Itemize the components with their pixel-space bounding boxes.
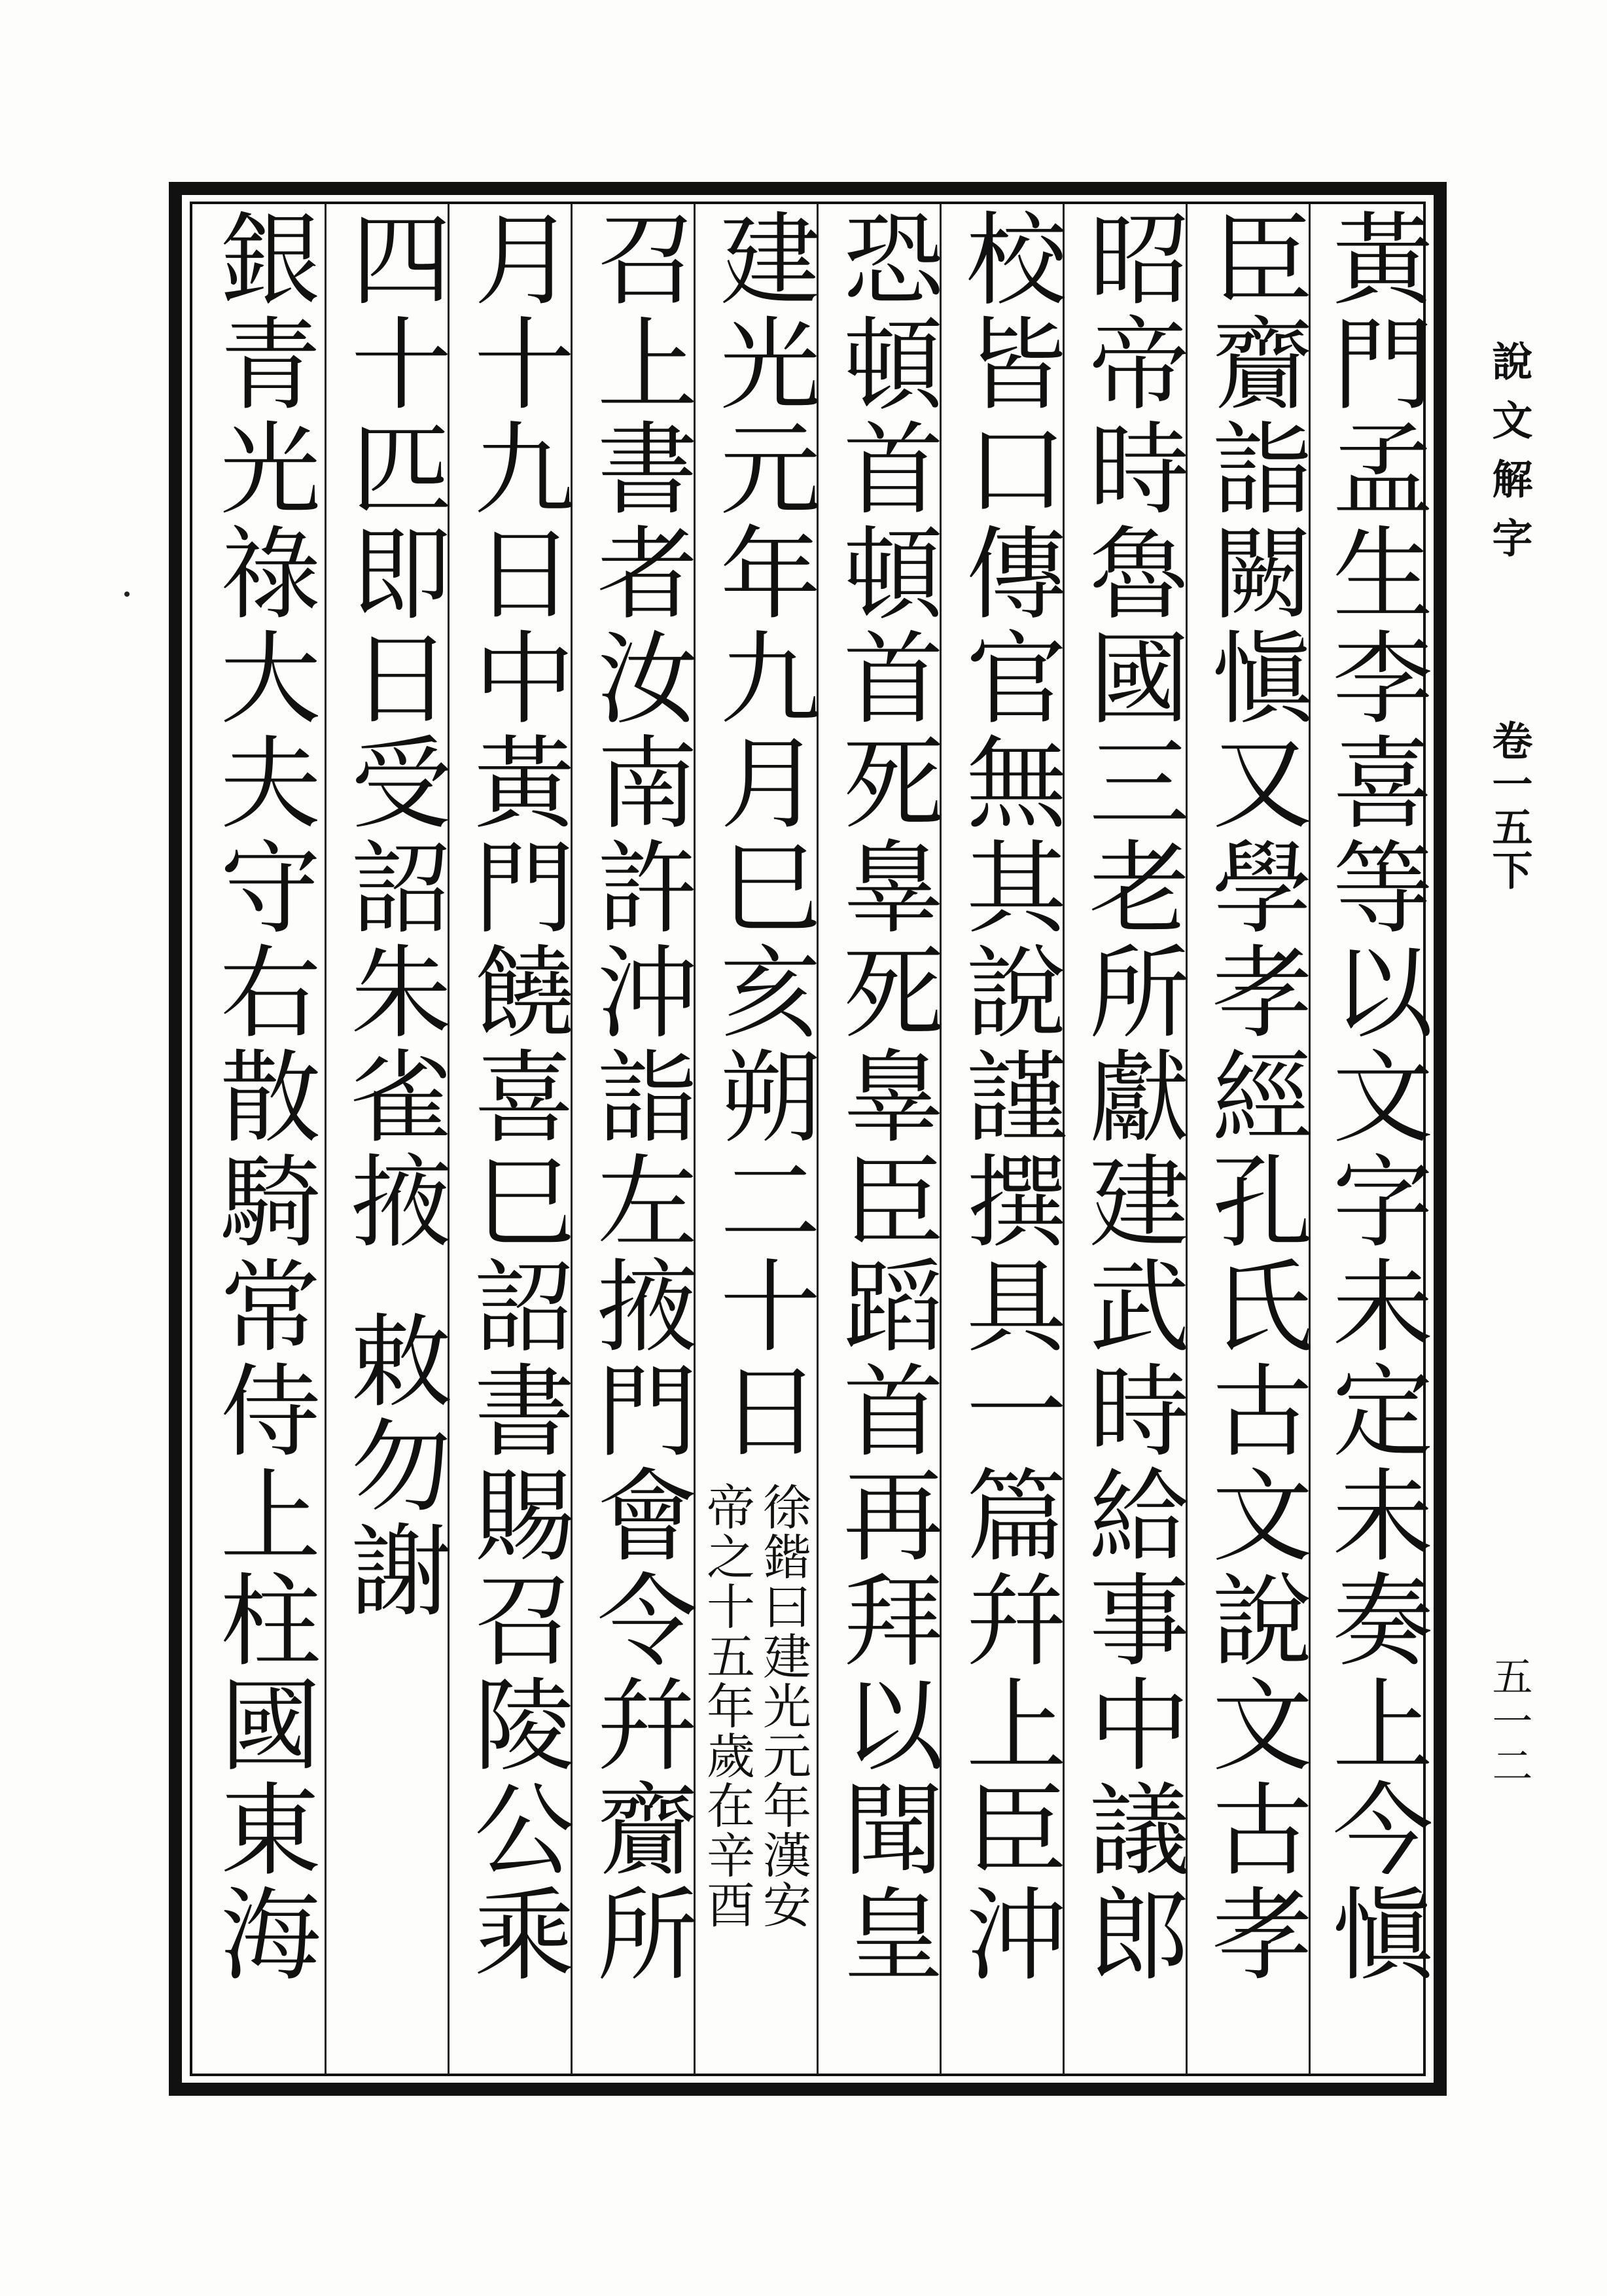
book-title: 說文解字 [1485,340,1533,576]
annotation-right: 徐鍇曰建光元年漢安 [755,1482,811,1930]
text-column-3: 昭帝時魯國三老所獻建武時給事中議郎 [1072,207,1190,1987]
volume-label: 卷一五下 [1485,720,1533,892]
text-column-2: 臣齎詣闕愼又學孝經孔氏古文說文古孝 [1195,207,1313,1987]
stray-ink-dot [124,592,130,597]
text-column-6: 建光元年九月巳亥朔二十日 [703,207,821,1463]
text-column-10: 銀青光祿大夫守右散騎常侍上柱國東海 [203,207,321,1987]
text-column-9-tail: 敕勿謝 [334,1309,451,1623]
text-column-9: 四十匹即日受詔朱雀掖 [334,207,451,1254]
page-number: 五一二 [1485,1655,1533,1789]
text-column-7: 召上書者汝南許沖詣左掖門會令幷齎所 [580,207,698,1987]
text-column-1: 黃門孟生李喜等以文字未定未奏上今愼 [1316,207,1433,1987]
text-column-4: 校皆口傳官無其說謹撰具一篇幷上臣沖 [949,207,1067,1987]
annotation-left: 帝之十五年歲在辛酉 [699,1482,755,1930]
text-column-5: 恐頓首頓首死辠死辠臣蹈首再拜以聞皇 [826,207,944,1987]
text-column-8: 月十九日中黃門饒喜巳詔書賜召陵公乘 [457,207,574,1987]
